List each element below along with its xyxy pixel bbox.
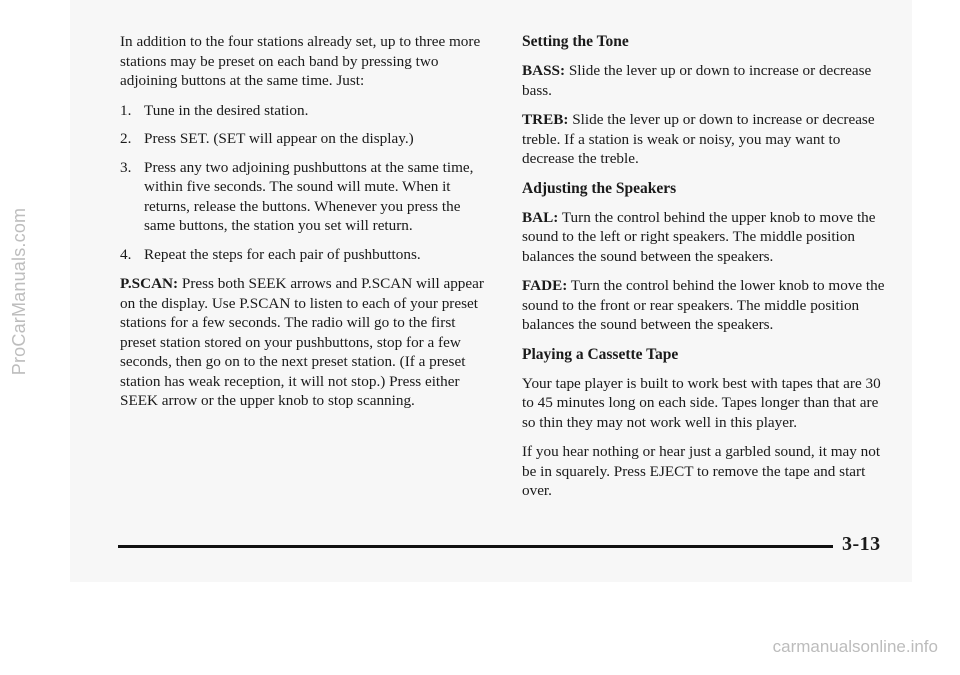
fade-text: Turn the control behind the lower knob to move the sound to the front or rear speakers. The middle position balances the sound between the speakers. (522, 277, 885, 333)
right-column (522, 32, 892, 511)
step-number: 2. (120, 130, 132, 147)
pscan-label: P.SCAN: (120, 275, 179, 292)
step-number: 3. (120, 158, 132, 176)
pscan-text: Press both SEEK arrows and P.SCAN will appear on the display. Use P.SCAN to listen to each of your preset stations for a few seconds. The radio will go to the first preset station stored on your pushbuttons, stop for a few seconds, then go on to the next preset station. (If a preset station has weak reception, it will not stop.) Press either SEEK arrow or the upper knob to stop scanning. (120, 275, 484, 409)
step-text: Press SET. (SET will appear on the display.) (144, 130, 414, 147)
bottom-watermark: carmanualsonline.info (772, 637, 938, 656)
treb-text: Slide the lever up or down to increase or decrease treble. If a station is weak or noisy, you may want to decrease the treble. (522, 111, 875, 167)
treb-paragraph (522, 110, 892, 169)
step-text: Tune in the desired station. (144, 101, 309, 119)
bal-label: BAL: (522, 208, 559, 226)
bass-label: BASS: (522, 62, 566, 79)
cassette-paragraph-1: Your tape player is built to work best with tapes that are 30 to 45 minutes long on each side. Tapes longer than that are so thin they may not work well in this player. (522, 374, 881, 431)
fade-paragraph (522, 276, 892, 335)
side-watermark-text: ProCarManuals.com (9, 207, 30, 375)
fade-label: FADE: (522, 277, 568, 294)
footer-rule (118, 545, 833, 548)
intro-paragraph: In addition to the four stations already set, up to three more stations may be preset on each band by pressing two adjoining buttons at the same time. Just: (120, 33, 481, 89)
pscan-paragraph (120, 274, 495, 411)
list-item (120, 101, 495, 121)
bal-paragraph (522, 208, 892, 267)
bal-text: Turn the control behind the upper knob to move the sound to the left or right speakers. The middle position balances the sound between the speakers. (522, 208, 876, 265)
bass-paragraph (522, 61, 892, 100)
list-item (120, 158, 495, 236)
step-text: Repeat the steps for each pair of pushbuttons. (144, 245, 421, 263)
preset-steps-list (120, 101, 495, 265)
cassette-paragraph-2: If you hear nothing or hear just a garbled sound, it may not be in squarely. Press EJECT to remove the tape and start over. (522, 443, 881, 499)
treb-label: TREB: (522, 111, 569, 128)
list-item (120, 129, 495, 149)
tone-heading: Setting the Tone (522, 33, 629, 50)
step-number: 4. (120, 245, 132, 263)
speakers-heading: Adjusting the Speakers (522, 179, 677, 197)
left-column (120, 32, 495, 421)
step-text: Press any two adjoining pushbuttons at the same time, within five seconds. The sound will mute. When it returns, release the buttons. Whenever you press the same buttons, the station you set will return. (144, 158, 474, 234)
bass-text: Slide the lever up or down to increase or decrease bass. (522, 62, 872, 99)
page-number: 3-13 (842, 533, 881, 555)
cassette-heading: Playing a Cassette Tape (522, 345, 679, 363)
step-number: 1. (120, 101, 132, 119)
list-item (120, 245, 495, 265)
side-watermark (0, 0, 40, 582)
